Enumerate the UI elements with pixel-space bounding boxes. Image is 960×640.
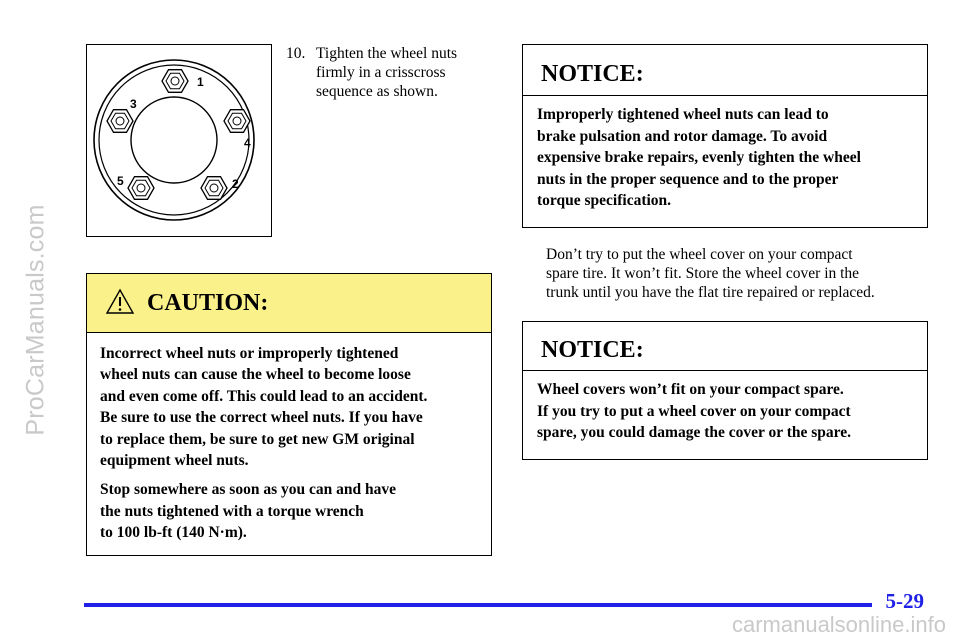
- page-number: 5-29: [885, 589, 924, 613]
- wheel-cover-paragraph: Don’t try to put the wheel cover on your compact spare tire. It won’t fit. Store the wheel cover in the trunk until you have the flat tire repaired or replaced.: [546, 246, 875, 302]
- step-text: [316, 44, 496, 101]
- step-10: [286, 44, 496, 101]
- caution-title: CAUTION:: [147, 290, 269, 316]
- side-watermark: ProCarManuals.com: [21, 204, 50, 436]
- nut-label-2: 2: [232, 177, 239, 191]
- caution-paragraph: Incorrect wheel nuts or improperly tightened wheel nuts can cause the wheel to become loose and even come off. This could lead to an accident. Be sure to use the correct wheel nuts. If you have to replace them, be sure to get new GM original equipment wheel nuts.: [100, 345, 428, 470]
- caution-header: [87, 274, 491, 333]
- notice-title: NOTICE:: [523, 322, 927, 371]
- nut-label-3: 3: [130, 97, 137, 111]
- notice-title: NOTICE:: [523, 45, 927, 96]
- footer-rule: [84, 603, 872, 607]
- caution-paragraph: Stop somewhere as soon as you can and have the nuts tightened with a torque wrench to 100 lb-ft (140 N·m).: [100, 481, 396, 542]
- caution-body: [87, 333, 491, 544]
- nut-label-5: 5: [117, 174, 124, 188]
- notice-box-wheel-cover: [522, 321, 928, 460]
- step-line: firmly in a crisscross: [316, 64, 446, 81]
- notice-box-brakes: [522, 44, 928, 228]
- caution-box: [86, 273, 492, 556]
- wheel-hub-diagram: [87, 45, 271, 236]
- nut-3: [107, 110, 133, 133]
- step-line: sequence as shown.: [316, 83, 438, 100]
- nut-1: [162, 70, 188, 93]
- step-line: Tighten the wheel nuts: [316, 45, 458, 62]
- notice-body: Improperly tightened wheel nuts can lead to brake pulsation and rotor damage. To avoid expensive brake repairs, evenly tighten the wheel nuts in the proper sequence and to the proper torque specification.: [537, 106, 861, 210]
- notice-body: Wheel covers won’t fit on your compact spare. If you try to put a wheel cover on your compact spare, you could damage the cover or the spare.: [537, 381, 852, 442]
- bottom-watermark: carmanualsonline.info: [731, 612, 946, 637]
- step-number: 10.: [286, 45, 306, 62]
- wheel-nut-sequence-figure: [86, 44, 272, 237]
- nut-2: [201, 177, 227, 200]
- nut-5: [128, 177, 154, 200]
- nut-label-1: 1: [197, 75, 204, 89]
- warning-triangle-icon: [105, 288, 135, 315]
- nut-4: [224, 110, 250, 133]
- nut-label-4: 4: [244, 136, 251, 150]
